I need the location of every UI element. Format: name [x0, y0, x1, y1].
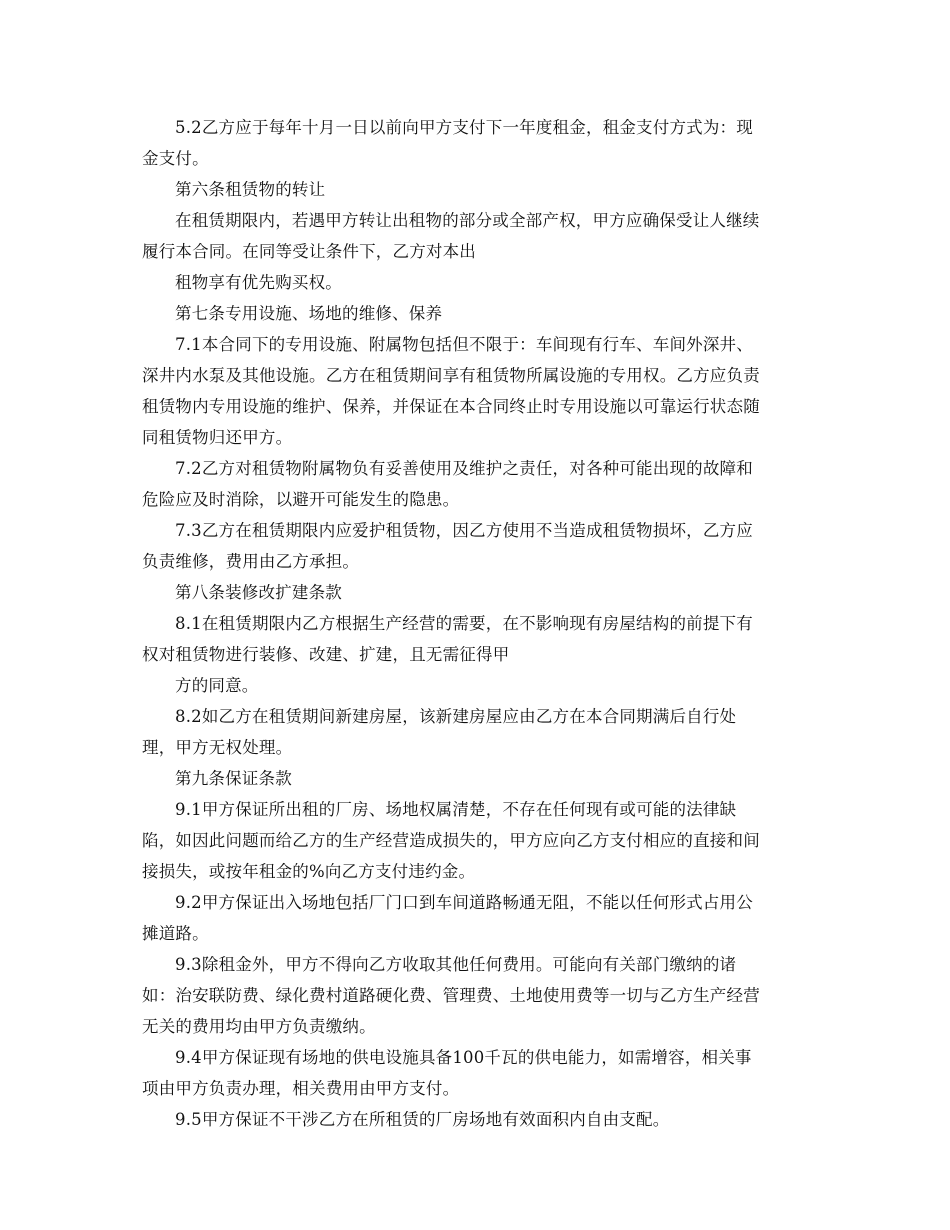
text-line: 无关的费用均由甲方负责缴纳。	[142, 1017, 376, 1036]
text-line: 8.2如乙方在租赁期间新建房屋，该新建房屋应由乙方在本合同期满后自行处	[175, 707, 737, 726]
text-line: 7.1本合同下的专用设施、附属物包括但不限于：车间现有行车、车间外深井、	[175, 335, 753, 354]
document-body	[142, 112, 808, 1135]
text-line: 第八条装修改扩建条款	[175, 583, 342, 602]
paragraph	[142, 887, 808, 949]
paragraph	[142, 515, 808, 577]
paragraph	[142, 949, 808, 1042]
paragraph	[142, 1042, 808, 1104]
text-line: 方的同意。	[175, 676, 259, 695]
text-line: 金支付。	[142, 149, 209, 168]
text-line: 租赁物内专用设施的维护、保养，并保证在本合同终止时专用设施以可靠运行状态随	[142, 397, 760, 416]
text-line: 第六条租赁物的转让	[175, 180, 326, 199]
paragraph	[142, 608, 808, 670]
paragraph	[142, 267, 808, 298]
text-line: 陷，如因此问题而给乙方的生产经营造成损失的，甲方应向乙方支付相应的直接和间	[142, 831, 760, 850]
text-line: 9.3除租金外，甲方不得向乙方收取其他任何费用。可能向有关部门缴纳的诸	[175, 955, 737, 974]
text-line: 危险应及时消除，以避开可能发生的隐患。	[142, 490, 460, 509]
paragraph	[142, 112, 808, 174]
paragraph	[142, 1104, 808, 1135]
paragraph	[142, 794, 808, 887]
text-line: 在租赁期限内，若遇甲方转让出租物的部分或全部产权，甲方应确保受让人继续	[175, 211, 760, 230]
paragraph	[142, 670, 808, 701]
paragraph	[142, 577, 808, 608]
text-line: 第九条保证条款	[175, 769, 292, 788]
text-line: 5.2乙方应于每年十月一日以前向甲方支付下一年度租金，租金支付方式为：现	[175, 118, 753, 137]
text-line: 9.1甲方保证所出租的厂房、场地权属清楚，不存在任何现有或可能的法律缺	[175, 800, 737, 819]
text-line: 9.4甲方保证现有场地的供电设施具备100千瓦的供电能力，如需增容，相关事	[175, 1048, 752, 1067]
paragraph	[142, 329, 808, 453]
text-line: 负责维修，费用由乙方承担。	[142, 552, 360, 571]
text-line: 同租赁物归还甲方。	[142, 428, 293, 447]
text-line: 7.3乙方在租赁期限内应爱护租赁物，因乙方使用不当造成租赁物损坏，乙方应	[175, 521, 753, 540]
paragraph	[142, 701, 808, 763]
text-line: 接损失，或按年租金的%向乙方支付违约金。	[142, 862, 476, 881]
paragraph	[142, 453, 808, 515]
text-line: 9.5甲方保证不干涉乙方在所租赁的厂房场地有效面积内自由支配。	[175, 1110, 670, 1129]
paragraph	[142, 205, 808, 267]
text-line: 租物享有优先购买权。	[175, 273, 342, 292]
paragraph	[142, 298, 808, 329]
text-line: 8.1在租赁期限内乙方根据生产经营的需要，在不影响现有房屋结构的前提下有	[175, 614, 753, 633]
text-line: 项由甲方负责办理，相关费用由甲方支付。	[142, 1079, 460, 1098]
text-line: 摊道路。	[142, 924, 209, 943]
text-line: 如：治安联防费、绿化费村道路硬化费、管理费、土地使用费等一切与乙方生产经营	[142, 986, 760, 1005]
text-line: 深井内水泵及其他设施。乙方在租赁期间享有租赁物所属设施的专用权。乙方应负责	[142, 366, 760, 385]
paragraph	[142, 763, 808, 794]
text-line: 7.2乙方对租赁物附属物负有妥善使用及维护之责任，对各种可能出现的故障和	[175, 459, 753, 478]
text-line: 履行本合同。在同等受让条件下，乙方对本出	[142, 242, 476, 261]
text-line: 权对租赁物进行装修、改建、扩建，且无需征得甲	[142, 645, 510, 664]
text-line: 9.2甲方保证出入场地包括厂门口到车间道路畅通无阻，不能以任何形式占用公	[175, 893, 753, 912]
text-line: 第七条专用设施、场地的维修、保养	[175, 304, 443, 323]
text-line: 理，甲方无权处理。	[142, 738, 293, 757]
paragraph	[142, 174, 808, 205]
